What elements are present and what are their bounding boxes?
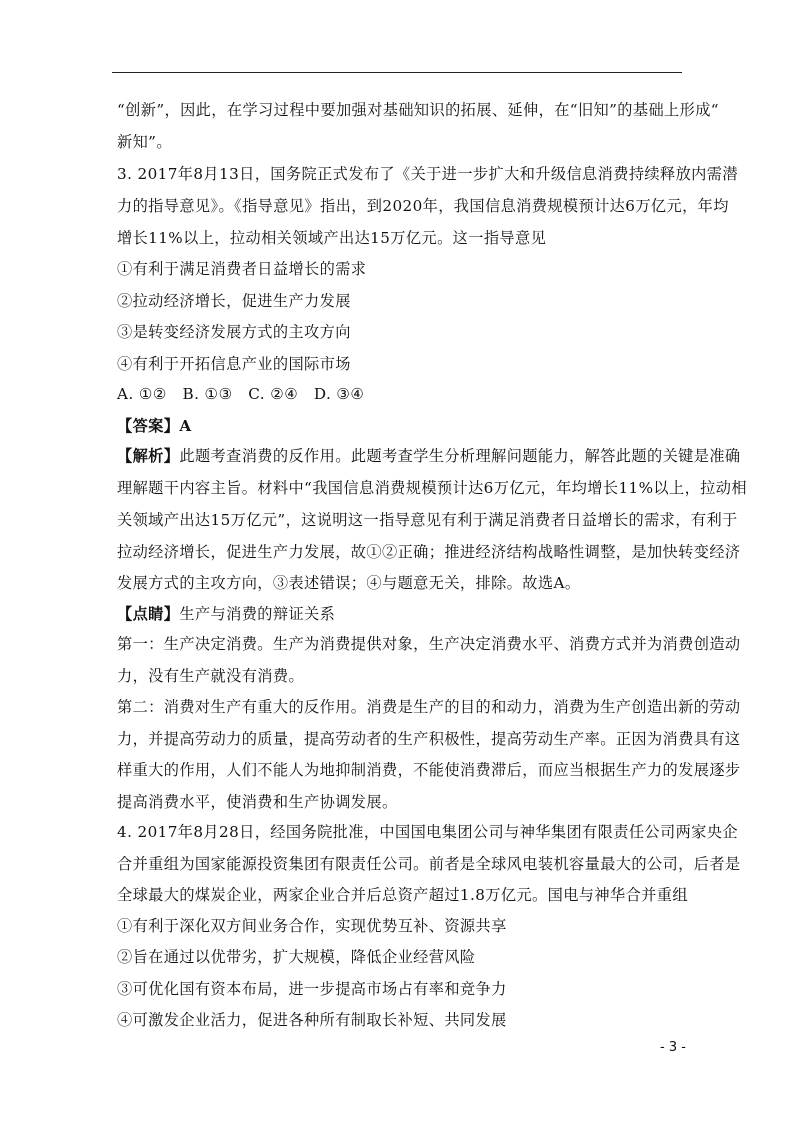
q3-answer: 【答案】A (117, 417, 192, 435)
q3-point-line-5: 样重大的作用，人们不能人为地抑制消费，不能使消费滞后，而应当根据生产力的发展逐步 (117, 761, 741, 779)
q3-analysis-line-3: 关领域产出达15万亿元”，这说明这一指导意见有利于满足消费者日益增长的需求，有利于 (117, 511, 738, 529)
q4-option-2: ②旨在通过以优带劣，扩大规模，降低企业经营风险 (117, 948, 476, 966)
header-rule (112, 72, 682, 73)
q3-stem-line-3: 增长11%以上，拉动相关领域产出达15万亿元。这一指导意见 (117, 229, 547, 247)
q3-analysis-line-4: 拉动经济增长，促进生产力发展，故①②正确；推进经济结构战略性调整，是加快转变经济 (117, 543, 741, 561)
analysis-text: 此题考查消费的反作用。此题考查学生分析理解问题能力，解答此题的关键是准确 (179, 447, 741, 465)
q3-choices: A. ①② B. ①③ C. ②④ D. ③④ (117, 385, 365, 403)
q4-option-4: ④可激发企业活力，促进各种所有制取长补短、共同发展 (117, 1011, 507, 1029)
q4-option-3: ③可优化国有资本布局，进一步提高市场占有率和竞争力 (117, 980, 507, 998)
q3-stem-line-1: 3. 2017年8月13日，国务院正式发布了《关于进一步扩大和升级信息消费持续释放内需潜 (117, 165, 738, 183)
q3-point-line-3: 第二：消费对生产有重大的反作用。消费是生产的目的和动力，消费为生产创造出新的劳动 (117, 698, 741, 716)
q3-stem-line-2: 力的指导意见》。《指导意见》指出，到2020年，我国信息消费规模预计达6万亿元，年均 (117, 197, 729, 215)
q4-option-1: ①有利于深化双方间业务合作，实现优势互补、资源共享 (117, 917, 507, 935)
q3-point-line-1: 第一：生产决定消费。生产为消费提供对象，生产决定消费水平、消费方式并为消费创造动 (117, 635, 741, 653)
intro-line-1: “创新”，因此，在学习过程中要加强对基础知识的拓展、延伸，在“旧知”的基础上形成“ (117, 101, 719, 119)
q3-option-3: ③是转变经济发展方式的主攻方向 (117, 323, 351, 341)
q4-stem-line-2: 合并重组为国家能源投资集团有限责任公司。前者是全球风电装机容量最大的公司，后者是 (117, 855, 741, 873)
point-label: 【点睛】 (117, 605, 180, 623)
q3-analysis-line-1 (117, 446, 741, 466)
q3-option-4: ④有利于开拓信息产业的国际市场 (117, 355, 351, 373)
q3-point-heading (117, 604, 335, 624)
page-number: - 3 - (660, 1040, 686, 1055)
q3-analysis-line-2: 理解题干内容主旨。材料中“我国信息消费规模预计达6万亿元，年均增长11%以上，拉动相 (117, 479, 747, 497)
q3-point-line-6: 提高消费水平，使消费和生产协调发展。 (117, 793, 398, 811)
point-title: 生产与消费的辩证关系 (179, 605, 336, 623)
q4-stem-line-1: 4. 2017年8月28日，经国务院批准，中国国电集团公司与神华集团有限责任公司两家央企 (117, 823, 738, 841)
intro-line-2: 新知”。 (117, 133, 172, 151)
analysis-label: 【解析】 (117, 447, 180, 465)
q3-option-1: ①有利于满足消费者日益增长的需求 (117, 260, 367, 278)
q3-point-line-2: 力，没有生产就没有消费。 (117, 667, 305, 685)
q3-option-2: ②拉动经济增长，促进生产力发展 (117, 292, 351, 310)
q3-analysis-line-5: 发展方式的主攻方向，③表述错误；④与题意无关，排除。故选A。 (117, 574, 581, 592)
q4-stem-line-3: 全球最大的煤炭企业，两家企业合并后总资产超过1.8万亿元。国电与神华合并重组 (117, 886, 688, 904)
q3-point-line-4: 力，并提高劳动力的质量，提高劳动者的生产积极性，提高劳动生产率。正因为消费具有这 (117, 730, 741, 748)
